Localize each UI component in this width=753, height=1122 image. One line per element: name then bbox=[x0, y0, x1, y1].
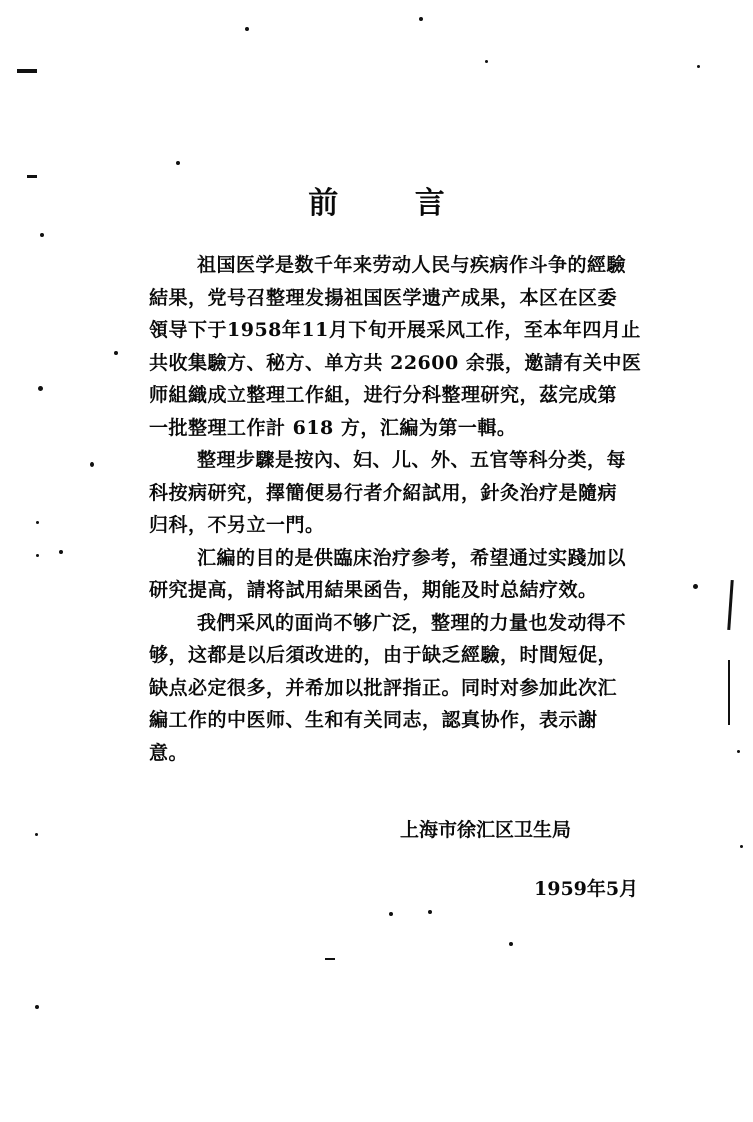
title-char-2: 言 bbox=[414, 186, 445, 221]
date: 1959年5月 bbox=[534, 878, 639, 900]
preface-body bbox=[149, 249, 689, 769]
text-line: 一批整理工作計 618 方，汇編为第一輯。 bbox=[149, 416, 517, 439]
page-title bbox=[0, 178, 753, 222]
text-line: 祖国医学是数千年来劳动人民与疾病作斗争的經驗 bbox=[197, 254, 627, 276]
title-char-1: 前 bbox=[308, 186, 339, 221]
text-line: 归科，不另立一門。 bbox=[149, 514, 325, 536]
signature: 上海市徐汇区卫生局 bbox=[400, 819, 572, 841]
text-line: 結果，党号召整理发揚祖国医学遗产成果，本区在区委 bbox=[149, 286, 618, 309]
text-line: 整理步驟是按內、妇、儿、外、五官等科分类，每 bbox=[197, 449, 627, 471]
paragraph-4 bbox=[149, 607, 689, 770]
text-line: 汇編的目的是供臨床治疗参考，希望通过实踐加以 bbox=[197, 546, 627, 569]
text-line: 領导下于1958年11月下旬开展采风工作，至本年四月止 bbox=[149, 319, 641, 341]
text-line: 我們采风的面尚不够广泛，整理的力量也发动得不 bbox=[197, 611, 627, 634]
paragraph-1 bbox=[149, 249, 689, 444]
paragraph-2 bbox=[149, 444, 689, 542]
text-line: 共收集驗方、秘方、单方共 22600 余張，邀請有关中医 bbox=[149, 351, 642, 374]
text-line: 缺点必定很多，并希加以批評指正。同时对参加此次汇 bbox=[149, 676, 618, 699]
text-line: 够，这都是以后須改进的，由于缺乏經驗，时間短促， bbox=[149, 644, 618, 666]
text-line: 科按病研究，擇簡便易行者介紹試用，針灸治疗是隨病 bbox=[149, 481, 618, 504]
text-line: 师組織成立整理工作組，进行分科整理研究，茲完成第 bbox=[149, 384, 618, 406]
paragraph-3 bbox=[149, 542, 689, 607]
text-line: 編工作的中医师、生和有关同志，認真协作，表示謝 bbox=[149, 709, 598, 731]
text-line: 意。 bbox=[149, 741, 189, 764]
text-line: 研究提高，請将試用結果函告，期能及时总結疗效。 bbox=[149, 579, 598, 601]
